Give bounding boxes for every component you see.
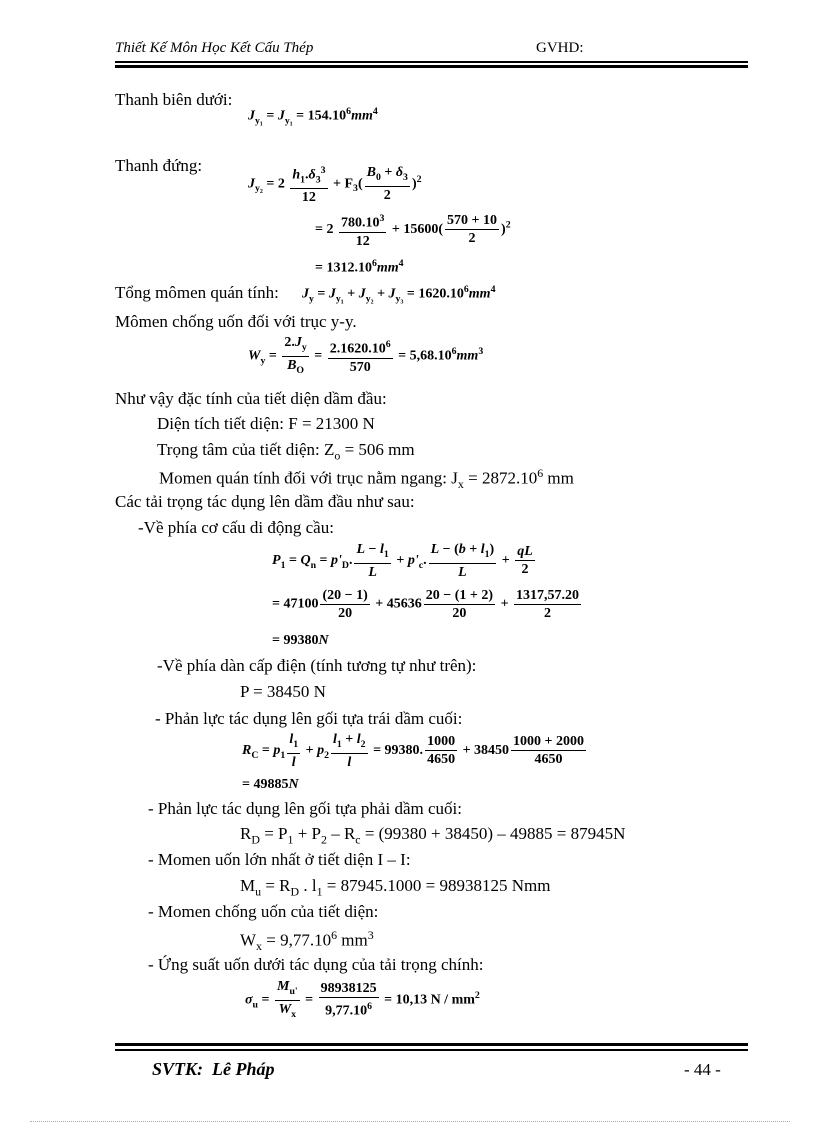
text-rd: $R_D = P_1 + P_2 - R_c = (99380 + 38450) - 49885 = 87945N$	[240, 824, 626, 847]
eq-section-modulus: $W_y$ = $\frac{2.J_y}{B_O}$ = $\frac{2.1620.10^6}{570}$ = $5,68.10^6mm^3$	[248, 335, 484, 376]
label-section-props: Như vậy đặc tính của tiết diện dầm đầu:	[115, 389, 387, 408]
header-rule-thick	[115, 65, 748, 68]
eq-vertical-1: $J_{y_2} = 2$ $\frac{h_1.\delta_3^3}{12}$ + $F_3$( $\frac{B_0 + \delta_3}{2}$ )$^2$	[248, 162, 422, 206]
header-gvhd: GVHD:	[536, 40, 584, 56]
label-section-modulus-2: - Momen chống uốn của tiết diện:	[148, 902, 379, 921]
text-area: Diện tích tiết diện: F = 21300 N	[157, 414, 375, 433]
eq-rc-1: $R_C = p_1$ $\frac{l_1}{l}$ + $p_2$ $\frac{l_1 + l_2}{l}$ = 99380. $\frac{1000}{4650}$ + 38450 $\frac{1000 + 2000}{4650}$	[242, 732, 585, 770]
label-power-side: -Về phía dàn cấp điện (tính tương tự như trên):	[157, 656, 477, 675]
page-edge-dots	[30, 1121, 790, 1122]
eq-p1-2: = 47100 $\frac{(20 - 1)}{20}$ + 45636 $\frac{20 - (1 + 2)}{20}$ + $\frac{1317,57.20}{2}$	[272, 588, 580, 621]
text-mu: $M_u = R_D$ . $l_1 = 87945.1000 = 98938125$ Nmm	[240, 876, 551, 899]
text-wx: $W_x = 9,77.10^6$ $mm^3$	[240, 928, 374, 954]
eq-vertical-2: = 2 $\frac{780.10^3}{12}$ + 15600( $\frac{570 + 10}{2}$ )$^2$	[315, 210, 511, 250]
eq-p1-1: $P_1 = Q_n = p'_D$. $\frac{L - l_1}{L}$ + $p'_c$. $\frac{L - (b + l_1)}{L}$ + $\frac{qL}{2}$	[272, 542, 533, 580]
label-vertical: Thanh đứng:	[115, 156, 203, 175]
label-right-reaction: - Phản lực tác dụng lên gối tựa phải dầm cuối:	[148, 799, 462, 818]
footer-rule-thin	[115, 1049, 748, 1051]
page-number: - 44 -	[684, 1060, 721, 1079]
label-max-moment: - Momen uốn lớn nhất ở tiết diện I – I:	[148, 850, 411, 869]
text-centroid: Trọng tâm của tiết diện: $Z_o = 506$ mm	[157, 440, 415, 463]
label-left-reaction: - Phản lực tác dụng lên gối tựa trái dầm cuối:	[155, 709, 463, 728]
footer-svtk: SVTK: Lê Pháp	[152, 1059, 275, 1079]
eq-p1-3: = 99380N	[272, 633, 329, 648]
label-stress: - Ứng suất uốn dưới tác dụng của tải trọng chính:	[148, 955, 484, 974]
footer-rule-thick	[115, 1043, 748, 1046]
header-rule-thin	[115, 61, 748, 63]
label-section-modulus: Mômen chống uốn đối với trục y-y.	[115, 312, 357, 331]
header-title: Thiết Kế Môn Học Kết Cấu Thép	[115, 40, 314, 56]
eq-stress: $\sigma_u$ = $\frac{M_{u'}}{W_x}$ = $\frac{98938125}{9,77.10^6}$ = 10,13 N / $mm^2$	[245, 979, 480, 1020]
eq-total-inertia: $J_y = J_{y_1} + J_{y_2} + J_{y_3} = 1620.10^6mm^4$	[302, 284, 496, 305]
eq-vertical-3: = $1312.10^6mm^4$	[315, 258, 404, 276]
label-bottom-chord: Thanh biên dưới:	[115, 90, 233, 109]
eq-bottom-chord: $J_{y_1} = J_{y_1} = 154.10^6mm^4$	[248, 106, 378, 127]
label-loads: Các tải trọng tác dụng lên dầm đầu như sau:	[115, 492, 415, 511]
text-inertia-x: Momen quán tính đối với trục nằm ngang: $J_x = 2872.10^6$ mm	[159, 466, 574, 492]
eq-rc-2: = 49885N	[242, 777, 299, 792]
text-p: P = 38450 N	[240, 682, 326, 701]
label-total-inertia: Tổng mômen quán tính:	[115, 283, 279, 302]
label-mechanism-side: -Về phía cơ cấu di động cầu:	[138, 518, 334, 537]
